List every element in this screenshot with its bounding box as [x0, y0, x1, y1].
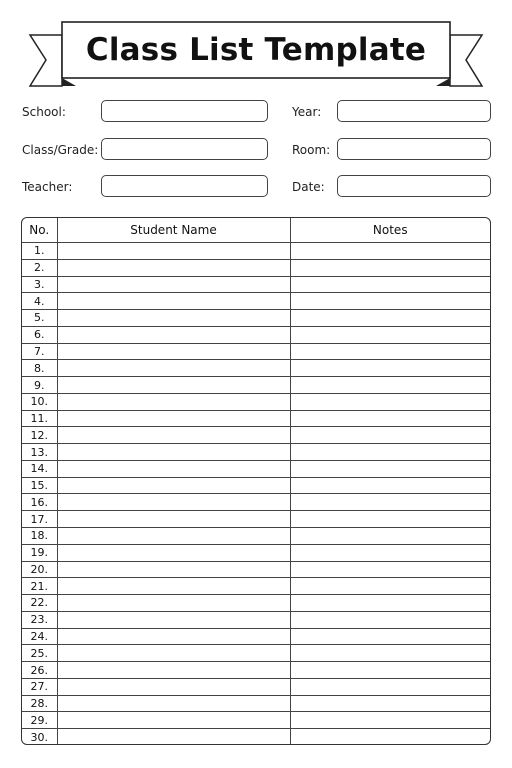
row-number: 25.	[22, 645, 57, 662]
notes-cell[interactable]	[290, 678, 490, 695]
notes-cell[interactable]	[290, 427, 490, 444]
student-name-cell[interactable]	[57, 712, 290, 729]
table-row	[22, 645, 490, 662]
student-name-cell[interactable]	[57, 326, 290, 343]
notes-cell[interactable]	[290, 511, 490, 528]
row-number: 20.	[22, 561, 57, 578]
table-row	[22, 729, 490, 745]
notes-cell[interactable]	[290, 729, 490, 745]
notes-cell[interactable]	[290, 360, 490, 377]
notes-cell[interactable]	[290, 662, 490, 679]
row-number: 24.	[22, 628, 57, 645]
student-name-cell[interactable]	[57, 427, 290, 444]
student-name-cell[interactable]	[57, 595, 290, 612]
student-name-cell[interactable]	[57, 544, 290, 561]
table-row	[22, 393, 490, 410]
table-row	[22, 712, 490, 729]
student-name-cell[interactable]	[57, 528, 290, 545]
row-number: 16.	[22, 494, 57, 511]
notes-cell[interactable]	[290, 528, 490, 545]
class-grade-label: Class/Grade:	[22, 143, 99, 157]
notes-cell[interactable]	[290, 410, 490, 427]
table-row	[22, 561, 490, 578]
date-field[interactable]	[337, 175, 491, 197]
student-name-cell[interactable]	[57, 511, 290, 528]
notes-cell[interactable]	[290, 712, 490, 729]
notes-cell[interactable]	[290, 460, 490, 477]
table-row	[22, 678, 490, 695]
student-name-cell[interactable]	[57, 310, 290, 327]
notes-cell[interactable]	[290, 578, 490, 595]
row-number: 15.	[22, 477, 57, 494]
notes-cell[interactable]	[290, 293, 490, 310]
student-name-cell[interactable]	[57, 678, 290, 695]
row-number: 28.	[22, 695, 57, 712]
table-row	[22, 460, 490, 477]
date-label: Date:	[292, 180, 325, 194]
table-row	[22, 544, 490, 561]
student-name-cell[interactable]	[57, 276, 290, 293]
student-name-cell[interactable]	[57, 645, 290, 662]
notes-cell[interactable]	[290, 343, 490, 360]
room-field[interactable]	[337, 138, 491, 160]
row-number: 12.	[22, 427, 57, 444]
row-number: 11.	[22, 410, 57, 427]
student-name-cell[interactable]	[57, 628, 290, 645]
class-list-table	[21, 217, 491, 745]
row-number: 4.	[22, 293, 57, 310]
table-row	[22, 611, 490, 628]
row-number: 23.	[22, 611, 57, 628]
student-name-cell[interactable]	[57, 243, 290, 260]
table-row	[22, 595, 490, 612]
notes-cell[interactable]	[290, 243, 490, 260]
school-field[interactable]	[101, 100, 268, 122]
row-number: 27.	[22, 678, 57, 695]
notes-cell[interactable]	[290, 276, 490, 293]
student-name-cell[interactable]	[57, 377, 290, 394]
class-grade-field[interactable]	[101, 138, 268, 160]
student-name-cell[interactable]	[57, 360, 290, 377]
row-number: 13.	[22, 444, 57, 461]
student-name-cell[interactable]	[57, 460, 290, 477]
notes-cell[interactable]	[290, 477, 490, 494]
table-row	[22, 377, 490, 394]
table-row	[22, 276, 490, 293]
student-name-cell[interactable]	[57, 393, 290, 410]
row-number: 22.	[22, 595, 57, 612]
row-number: 6.	[22, 326, 57, 343]
header-no: No.	[22, 218, 57, 243]
table-row	[22, 528, 490, 545]
row-number: 8.	[22, 360, 57, 377]
table-row	[22, 695, 490, 712]
table-row	[22, 343, 490, 360]
row-number: 26.	[22, 662, 57, 679]
notes-cell[interactable]	[290, 494, 490, 511]
notes-cell[interactable]	[290, 595, 490, 612]
student-name-cell[interactable]	[57, 578, 290, 595]
table-row	[22, 444, 490, 461]
row-number: 30.	[22, 729, 57, 745]
table-row	[22, 259, 490, 276]
student-name-cell[interactable]	[57, 611, 290, 628]
student-name-cell[interactable]	[57, 477, 290, 494]
table-row	[22, 477, 490, 494]
table-header-row	[22, 218, 490, 243]
notes-cell[interactable]	[290, 645, 490, 662]
row-number: 10.	[22, 393, 57, 410]
table-row	[22, 243, 490, 260]
row-number: 3.	[22, 276, 57, 293]
student-name-cell[interactable]	[57, 494, 290, 511]
table-row	[22, 360, 490, 377]
year-field[interactable]	[337, 100, 491, 122]
header-notes: Notes	[290, 218, 490, 243]
student-name-cell[interactable]	[57, 662, 290, 679]
table-row	[22, 410, 490, 427]
student-name-cell[interactable]	[57, 259, 290, 276]
year-label: Year:	[292, 105, 322, 119]
row-number: 21.	[22, 578, 57, 595]
room-label: Room:	[292, 143, 331, 157]
row-number: 5.	[22, 310, 57, 327]
notes-cell[interactable]	[290, 377, 490, 394]
row-number: 19.	[22, 544, 57, 561]
notes-cell[interactable]	[290, 326, 490, 343]
student-name-cell[interactable]	[57, 729, 290, 745]
notes-cell[interactable]	[290, 444, 490, 461]
teacher-field[interactable]	[101, 175, 268, 197]
table-row	[22, 427, 490, 444]
row-number: 17.	[22, 511, 57, 528]
row-number: 9.	[22, 377, 57, 394]
notes-cell[interactable]	[290, 310, 490, 327]
table-row	[22, 310, 490, 327]
student-name-cell[interactable]	[57, 561, 290, 578]
student-name-cell[interactable]	[57, 343, 290, 360]
student-name-cell[interactable]	[57, 293, 290, 310]
header-student-name: Student Name	[57, 218, 290, 243]
table-row	[22, 628, 490, 645]
row-number: 18.	[22, 528, 57, 545]
page-title: Class List Template	[85, 32, 427, 68]
row-number: 29.	[22, 712, 57, 729]
notes-cell[interactable]	[290, 259, 490, 276]
table-row	[22, 511, 490, 528]
teacher-label: Teacher:	[22, 180, 73, 194]
table-row	[22, 293, 490, 310]
notes-cell[interactable]	[290, 611, 490, 628]
student-name-cell[interactable]	[57, 444, 290, 461]
row-number: 7.	[22, 343, 57, 360]
table-row	[22, 494, 490, 511]
notes-cell[interactable]	[290, 695, 490, 712]
row-number: 1.	[22, 243, 57, 260]
row-number: 14.	[22, 460, 57, 477]
student-name-cell[interactable]	[57, 695, 290, 712]
table-row	[22, 326, 490, 343]
notes-cell[interactable]	[290, 628, 490, 645]
school-label: School:	[22, 105, 66, 119]
student-name-cell[interactable]	[57, 410, 290, 427]
title-banner	[0, 0, 512, 95]
notes-cell[interactable]	[290, 393, 490, 410]
table-row	[22, 578, 490, 595]
row-number: 2.	[22, 259, 57, 276]
notes-cell[interactable]	[290, 544, 490, 561]
notes-cell[interactable]	[290, 561, 490, 578]
table-row	[22, 662, 490, 679]
